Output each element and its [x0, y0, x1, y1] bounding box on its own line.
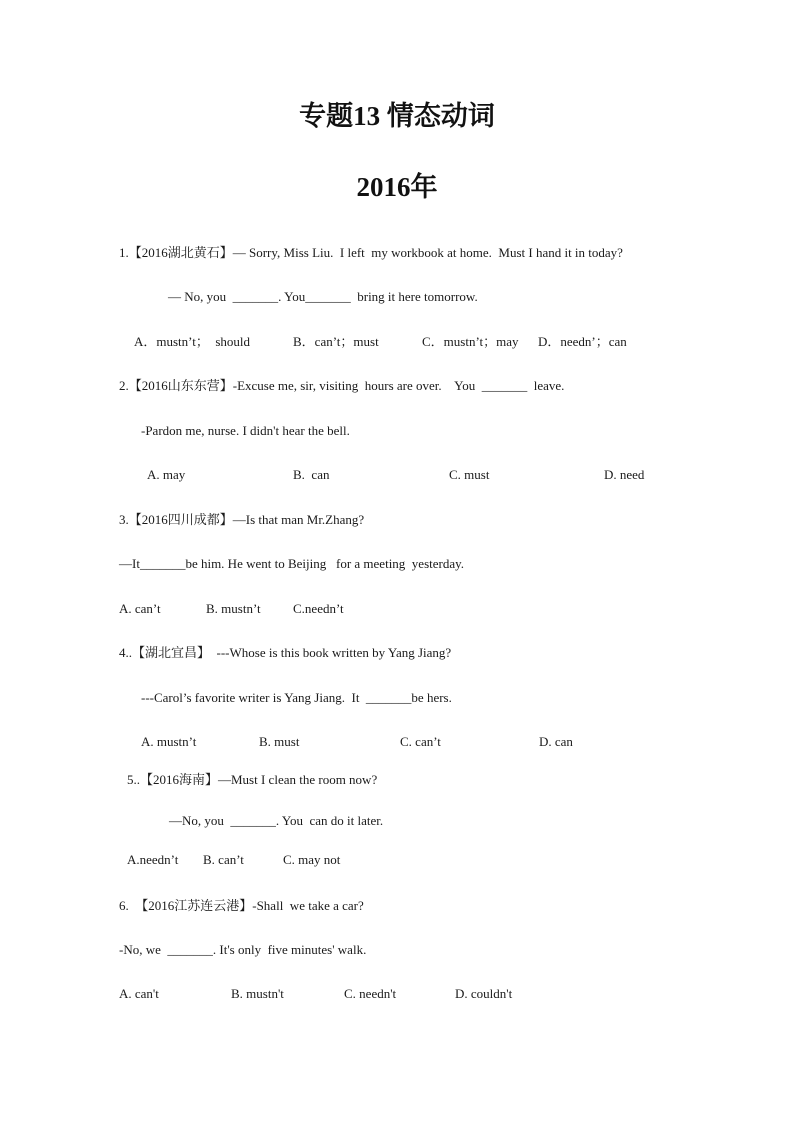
question-2-reply: -Pardon me, nurse. I didn't hear the bell.	[141, 423, 350, 438]
question-3-option-a: A. can’t	[119, 601, 161, 616]
question-5-option-a: A.needn’t	[127, 852, 179, 867]
question-2-option-d: D. need	[604, 467, 645, 482]
question-3-option-b: B. mustn’t	[206, 601, 261, 616]
question-4-option-a: A. mustn’t	[141, 734, 197, 749]
question-4-option-d: D. can	[539, 734, 573, 749]
question-1-stem: 1.【2016湖北黄石】— Sorry, Miss Liu. I left my workbook at home. Must I hand it in today?	[119, 245, 623, 260]
question-1-option-a: A．mustn’t； should	[134, 334, 251, 349]
question-1-option-c: C．mustn’t；may	[422, 334, 519, 349]
question-2-option-b: B. can	[293, 467, 330, 482]
question-2-option-a: A. may	[147, 467, 186, 482]
question-5-option-b: B. can’t	[203, 852, 244, 867]
page-title: 专题13 情态动词	[299, 101, 495, 131]
question-6-reply: -No, we _______. It's only five minutes' walk.	[119, 942, 367, 957]
question-2-stem: 2.【2016山东东营】-Excuse me, sir, visiting hours are over. You _______ leave.	[119, 378, 565, 393]
question-4-reply: ---Carol’s favorite writer is Yang Jiang. It _______be hers.	[141, 690, 452, 705]
question-1-option-b: B．can’t；must	[293, 334, 379, 349]
question-4-stem: 4..【湖北宜昌】 ---Whose is this book written by Yang Jiang?	[119, 645, 452, 660]
question-4-option-c: C. can’t	[400, 734, 441, 749]
question-1-option-d: D．needn’；can	[538, 334, 627, 349]
question-3-stem: 3.【2016四川成都】—Is that man Mr.Zhang?	[119, 512, 365, 527]
question-1-reply: — No, you _______. You_______ bring it here tomorrow.	[168, 289, 478, 304]
question-2-option-c: C. must	[449, 467, 490, 482]
question-3-reply: —It_______be him. He went to Beijing for a meeting yesterday.	[119, 556, 465, 571]
question-6-option-b: B. mustn't	[231, 986, 284, 1001]
question-6-option-c: C. needn't	[344, 986, 397, 1001]
question-5-reply: —No, you _______. You can do it later.	[169, 813, 384, 828]
question-5-option-c: C. may not	[283, 852, 341, 867]
question-5-stem: 5..【2016海南】—Must I clean the room now?	[127, 772, 378, 787]
question-4-option-b: B. must	[259, 734, 300, 749]
question-3-option-c: C.needn’t	[293, 601, 344, 616]
question-6-option-d: D. couldn't	[455, 986, 513, 1001]
question-6-stem: 6. 【2016江苏连云港】-Shall we take a car?	[119, 898, 364, 913]
year-heading: 2016年	[356, 172, 438, 202]
question-6-option-a: A. can't	[119, 986, 159, 1001]
